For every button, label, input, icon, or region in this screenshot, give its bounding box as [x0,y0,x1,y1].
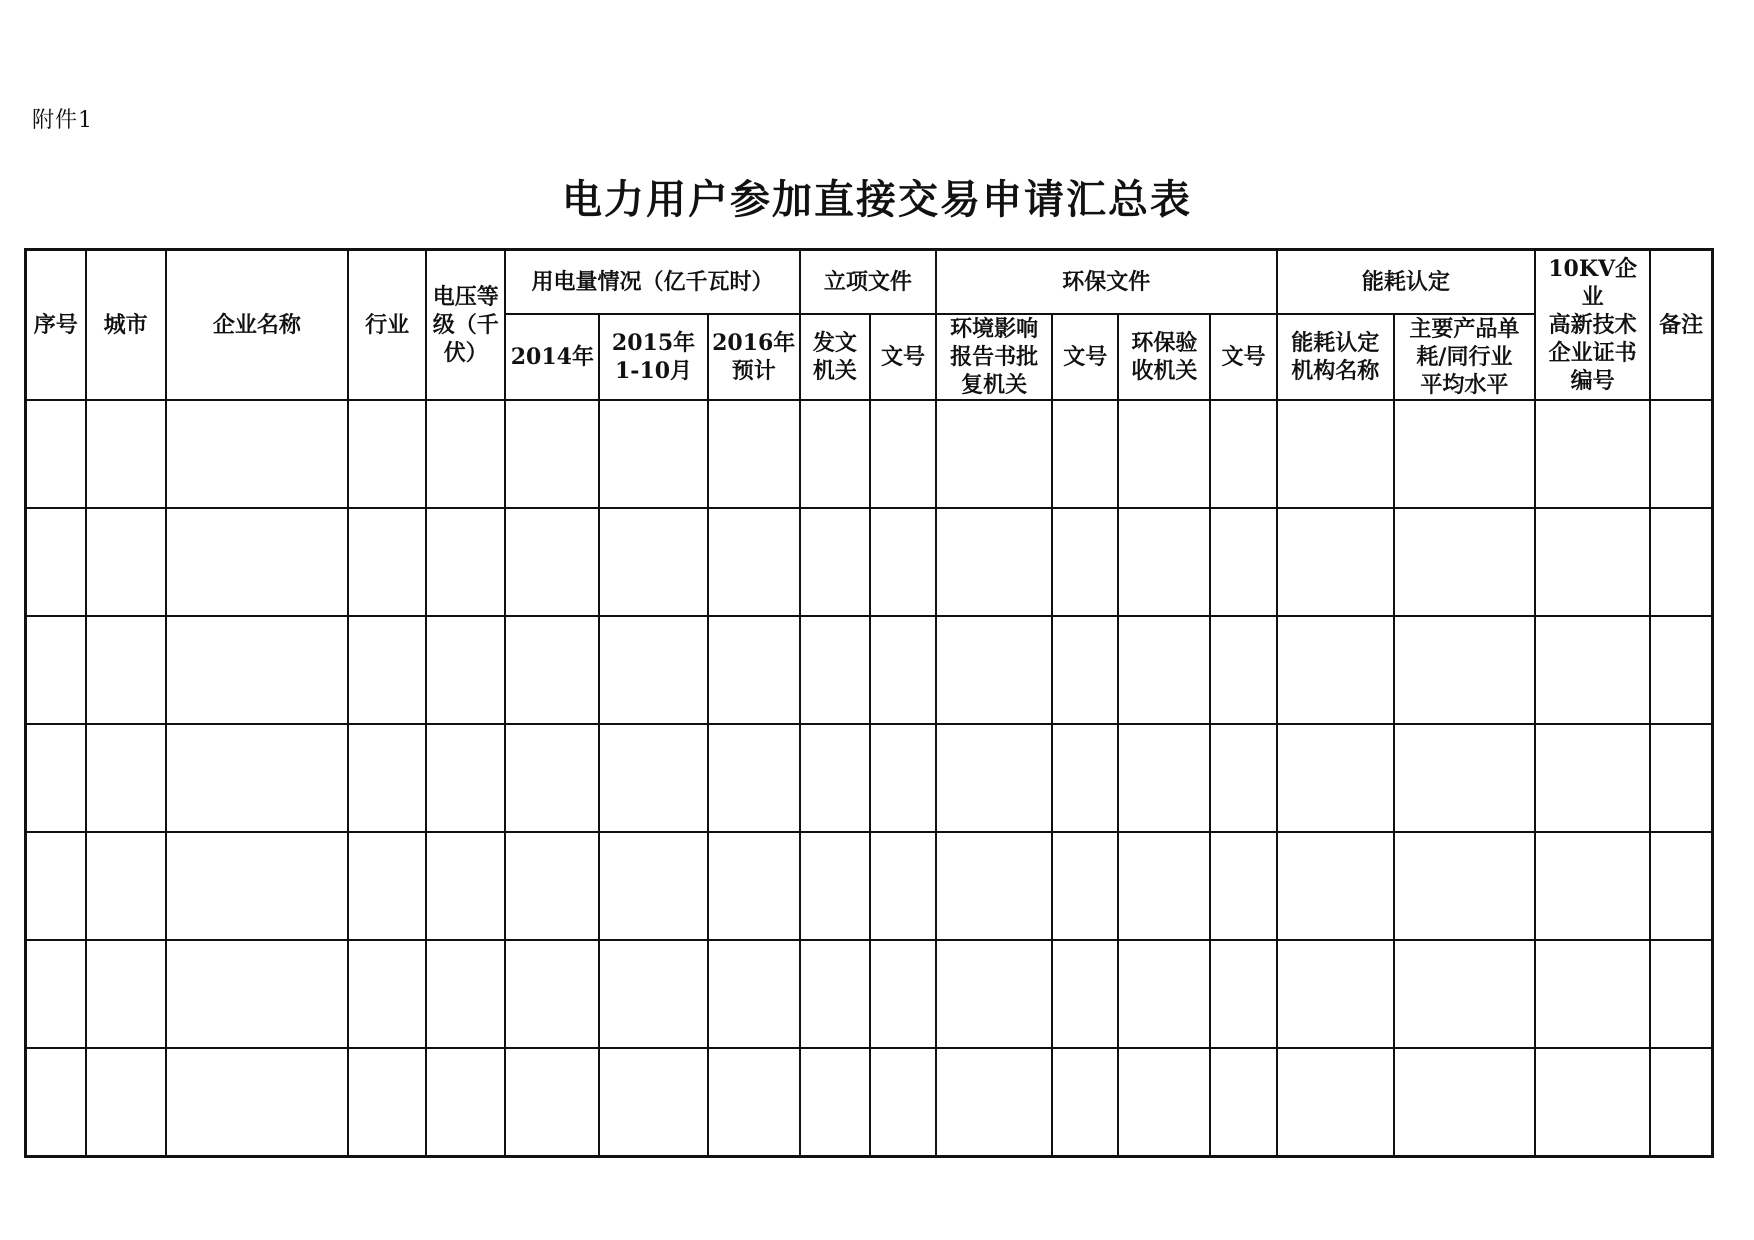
table-cell [86,616,166,724]
header-city: 城市 [86,250,166,401]
attachment-label: 附件1 [32,108,93,133]
header-power-usage-2016: 2016年 预计 [708,314,800,400]
table-cell [348,724,426,832]
table-cell [86,724,166,832]
table-cell [936,1048,1052,1157]
table-cell [936,724,1052,832]
table-cell [1052,832,1118,940]
table-cell [870,724,936,832]
table-cell [505,508,599,616]
header-voltage: 电压等 级（千 伏） [426,250,505,401]
table-cell [426,508,505,616]
table-cell [1052,616,1118,724]
table-cell [1650,832,1712,940]
table-cell [1650,1048,1712,1157]
table-cell [1535,940,1650,1048]
table-cell [26,508,86,616]
table-cell [800,616,870,724]
table-cell [800,1048,870,1157]
table-row [26,400,1713,508]
table-cell [800,940,870,1048]
header-env-acceptance-authority: 环保验 收机关 [1118,314,1210,400]
table-cell [870,400,936,508]
table-cell [1118,508,1210,616]
table-cell [1535,1048,1650,1157]
table-cell [599,400,707,508]
header-env-acceptance-doc-no: 文号 [1210,314,1276,400]
table-cell [599,724,707,832]
table-cell [1650,508,1712,616]
table-cell [348,508,426,616]
table-cell [86,940,166,1048]
table-cell [936,940,1052,1048]
table-cell [426,1048,505,1157]
table-cell [1210,832,1276,940]
table-cell [1118,724,1210,832]
header-power-usage-2015: 2015年 1-10月 [599,314,707,400]
table-cell [1535,616,1650,724]
table-cell [348,940,426,1048]
table-cell [1210,724,1276,832]
table-cell [870,940,936,1048]
table-row [26,616,1713,724]
table-cell [505,400,599,508]
table-cell [26,616,86,724]
table-cell [1210,616,1276,724]
header-project-docs: 立项文件 [800,250,936,315]
table-cell [505,616,599,724]
table-cell [1118,1048,1210,1157]
table-cell [936,400,1052,508]
table-cell [708,832,800,940]
table-cell [1277,940,1394,1048]
table-cell [26,832,86,940]
header-env-impact-approver: 环境影响 报告书批 复机关 [936,314,1052,400]
header-row-1 [26,250,1713,315]
table-cell [1118,940,1210,1048]
header-company-name: 企业名称 [166,250,348,401]
table-cell [1650,616,1712,724]
table-cell [1394,1048,1535,1157]
table-cell [426,724,505,832]
table-cell [708,1048,800,1157]
table-cell [1210,508,1276,616]
table-cell [505,832,599,940]
table-cell [1277,832,1394,940]
table-cell [708,508,800,616]
header-env-docs: 环保文件 [936,250,1277,315]
header-industry: 行业 [348,250,426,401]
table-cell [166,724,348,832]
table-cell [1277,508,1394,616]
header-energy-cert-org: 能耗认定 机构名称 [1277,314,1394,400]
table-cell [870,616,936,724]
table-cell [1394,400,1535,508]
table-cell [708,616,800,724]
table-cell [1535,832,1650,940]
table-cell [1210,1048,1276,1157]
table-row [26,832,1713,940]
table-cell [166,508,348,616]
table-cell [599,832,707,940]
table-cell [1394,508,1535,616]
table-cell [26,724,86,832]
table-cell [86,832,166,940]
table-cell [348,832,426,940]
table-row [26,1048,1713,1157]
table-cell [1118,616,1210,724]
table-cell [936,508,1052,616]
table-cell [348,400,426,508]
header-project-issuer: 发文 机关 [800,314,870,400]
header-project-doc-no: 文号 [870,314,936,400]
table-cell [1277,400,1394,508]
table-cell [166,616,348,724]
table-cell [1650,400,1712,508]
table-cell [870,1048,936,1157]
table-cell [1052,508,1118,616]
table-cell [26,940,86,1048]
table-cell [166,940,348,1048]
table-cell [1210,940,1276,1048]
table-cell [800,724,870,832]
table-cell [166,1048,348,1157]
table-cell [505,1048,599,1157]
header-seq: 序号 [26,250,86,401]
table-cell [166,400,348,508]
header-energy-cert: 能耗认定 [1277,250,1535,315]
table-cell [1277,1048,1394,1157]
table-cell [800,832,870,940]
table-cell [166,832,348,940]
table-cell [426,616,505,724]
table-cell [1650,940,1712,1048]
table-cell [1394,724,1535,832]
summary-table [24,248,1714,1158]
header-env-impact-doc-no: 文号 [1052,314,1118,400]
page-title: 电力用户参加直接交易申请汇总表 [562,176,1192,223]
table-cell [1650,724,1712,832]
table-row [26,724,1713,832]
table-cell [1052,940,1118,1048]
header-hightech-cert: 10KV企业 高新技术 企业证书 编号 [1535,250,1650,401]
table-row [26,508,1713,616]
table-cell [505,940,599,1048]
table-cell [348,616,426,724]
table-cell [870,832,936,940]
table-cell [86,1048,166,1157]
table-cell [800,508,870,616]
table-cell [426,400,505,508]
table-cell [1535,508,1650,616]
table-cell [1052,1048,1118,1157]
table-row [26,940,1713,1048]
table-cell [708,400,800,508]
table-cell [1394,832,1535,940]
table-cell [599,1048,707,1157]
header-energy-main-product: 主要产品单 耗/同行业 平均水平 [1394,314,1535,400]
table-cell [599,616,707,724]
table-cell [1535,400,1650,508]
table-cell [870,508,936,616]
table-cell [1118,400,1210,508]
table-cell [26,400,86,508]
table-cell [936,832,1052,940]
table-cell [1052,400,1118,508]
table-cell [708,940,800,1048]
table-cell [505,724,599,832]
table-cell [1277,616,1394,724]
table-cell [708,724,800,832]
table-cell [1535,724,1650,832]
table-cell [599,940,707,1048]
table-cell [1394,940,1535,1048]
table-cell [86,400,166,508]
table-cell [86,508,166,616]
table-cell [426,832,505,940]
summary-table-wrapper [24,248,1714,1158]
table-cell [348,1048,426,1157]
header-power-usage-2014: 2014年 [505,314,599,400]
table-cell [426,940,505,1048]
table-cell [936,616,1052,724]
table-cell [26,1048,86,1157]
table-cell [599,508,707,616]
table-cell [1052,724,1118,832]
table-cell [1394,616,1535,724]
table-cell [800,400,870,508]
header-remarks: 备注 [1650,250,1712,401]
header-power-usage: 用电量情况（亿千瓦时） [505,250,800,315]
table-cell [1118,832,1210,940]
table-cell [1277,724,1394,832]
table-cell [1210,400,1276,508]
table-body [26,400,1713,1157]
